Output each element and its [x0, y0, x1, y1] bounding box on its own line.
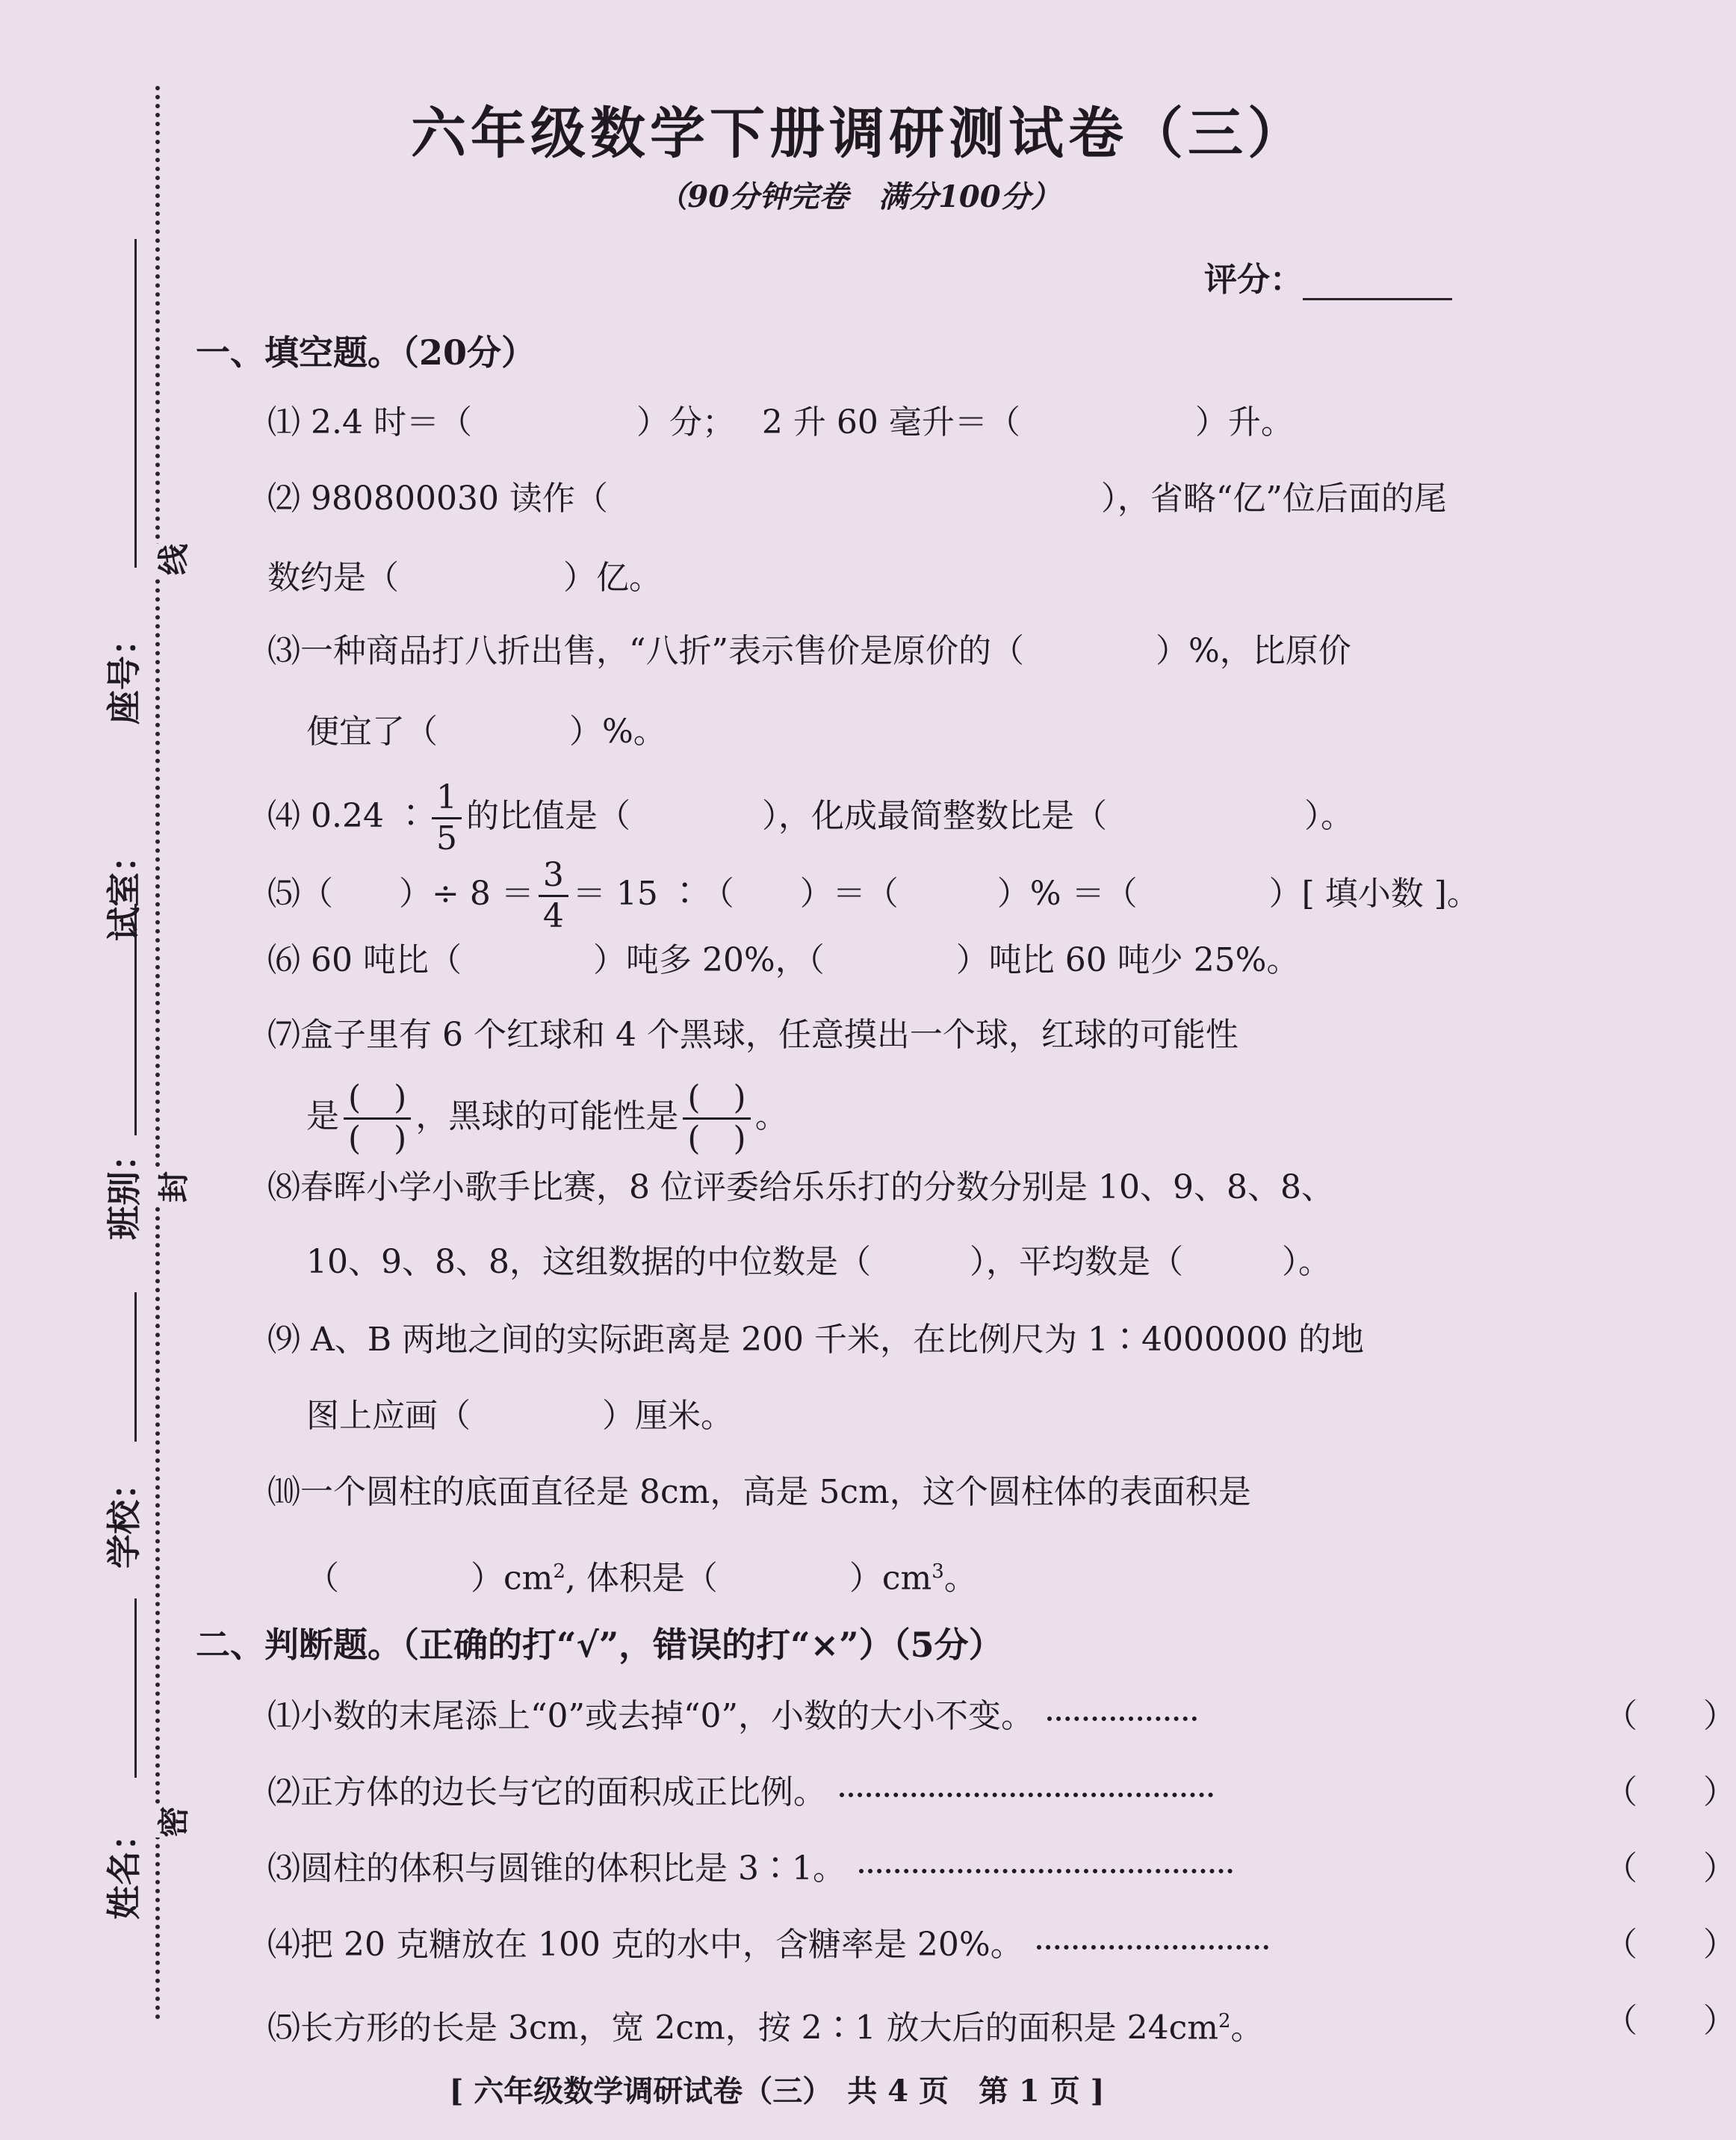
page-footer: [ 六年级数学调研试卷（三） 共 4 页 第 1 页 ] — [449, 2074, 1105, 2109]
fill-question-9-line2: 图上应画（ ）厘米。 — [306, 1397, 734, 1435]
judge-question-2 — [267, 1770, 1736, 1815]
judge-question-4 — [267, 1923, 1736, 1967]
fill-question-8-line1: ⑻春晖小学小歌手比赛，8 位评委给乐乐打的分数分别是 10、9、8、8、 — [267, 1168, 1334, 1206]
q7-red-denominator: ( ) — [348, 1120, 407, 1158]
judge-q5-answer[interactable]: （ ） — [1605, 2002, 1736, 2040]
judge-question-3 — [267, 1846, 1736, 1891]
fill-question-7-line2 — [306, 1079, 1516, 1158]
q7-black-probability-blank[interactable] — [683, 1079, 750, 1158]
q4-fraction — [432, 778, 462, 857]
judge-q5-suffix: 。 — [1230, 2009, 1264, 2047]
leader-dots — [1037, 1945, 1268, 1950]
fill-question-6: ⑹ 60 吨比（ ）吨多 20%，（ ）吨比 60 吨少 25%。 — [267, 941, 1300, 979]
score-label: 评分： — [1204, 261, 1303, 299]
class-rule[interactable] — [134, 941, 137, 1135]
q10-sup-2: 2 — [553, 1560, 565, 1583]
fill-question-2-line2: 数约是（ ）亿。 — [267, 559, 662, 597]
q7-red-numerator: ( ) — [344, 1082, 411, 1120]
fill-question-4 — [267, 778, 1478, 857]
exam-subtitle: （90分钟完卷 满分100分） — [657, 179, 1061, 214]
seat-rule[interactable] — [134, 239, 137, 568]
judge-q5-sup: 2 — [1218, 2010, 1231, 2032]
judge-q5-text: ⑸长方形的长是 3cm，宽 2cm，按 2∶1 放大后的面积是 24cm — [267, 2009, 1218, 2047]
leader-dots — [1047, 1716, 1197, 1721]
judge-q4-answer[interactable]: （ ） — [1605, 1926, 1736, 1964]
judge-q2-answer[interactable]: （ ） — [1605, 1773, 1736, 1811]
q5-prefix: ⑸（ ）÷ 8 ＝ — [267, 875, 534, 913]
q7-middle: ，黑球的可能性是 — [415, 1097, 679, 1135]
section1-heading: 一、填空题。（20分） — [196, 332, 536, 373]
q5-fraction — [539, 856, 568, 935]
fill-question-7-line1: ⑺盒子里有 6 个红球和 4 个黑球，任意摸出一个球，红球的可能性 — [267, 1016, 1239, 1054]
q7-suffix: 。 — [754, 1097, 788, 1135]
q4-denominator: 5 — [435, 819, 457, 857]
score-blank[interactable] — [1303, 265, 1452, 300]
binding-mark-mi: 密 — [146, 1806, 197, 1837]
leader-dots — [859, 1869, 1233, 1873]
fill-question-3-line2: 便宜了（ ）%。 — [306, 713, 666, 751]
judge-question-1 — [267, 1694, 1736, 1739]
judge-q2-text: ⑵正方体的边长与它的面积成正比例。 — [267, 1773, 826, 1811]
judge-question-5 — [267, 1999, 1736, 2051]
q4-suffix: 的比值是（ ），化成最简整数比是（ ）。 — [465, 797, 1354, 835]
judge-q3-answer[interactable]: （ ） — [1605, 1849, 1736, 1888]
q7-red-probability-blank[interactable] — [344, 1079, 411, 1158]
fill-question-10-line2 — [306, 1549, 1516, 1601]
q7-black-denominator: ( ) — [687, 1120, 746, 1158]
judge-q3-text: ⑶圆柱的体积与圆锥的体积比是 3∶1。 — [267, 1849, 846, 1888]
q10-sup-3: 3 — [931, 1560, 944, 1583]
binding-mark-xian: 线 — [146, 544, 197, 575]
q4-numerator: 1 — [432, 781, 462, 819]
q5-suffix: ＝ 15 ∶（ ）＝（ ）% ＝（ ）[ 填小数 ]。 — [572, 875, 1480, 913]
fill-question-5 — [267, 856, 1480, 935]
judge-q4-text: ⑷把 20 克糖放在 100 克的水中，含糖率是 20%。 — [267, 1926, 1023, 1964]
fill-question-2-line1: ⑵ 980800030 读作（ ），省略“亿”位后面的尾 — [267, 480, 1447, 518]
school-rule[interactable] — [134, 1292, 137, 1442]
seat-label: 座号： — [104, 621, 144, 725]
room-label: 试室： — [104, 838, 144, 941]
fill-question-1: ⑴ 2.4 时＝（ ）分； 2 升 60 毫升＝（ ）升。 — [267, 403, 1294, 441]
leader-dots — [840, 1793, 1213, 1797]
q7-black-numerator: ( ) — [683, 1082, 750, 1120]
judge-q1-answer[interactable]: （ ） — [1605, 1697, 1736, 1735]
q5-numerator: 3 — [539, 859, 568, 897]
section2-heading: 二、判断题。（正确的打“√”，错误的打“×”）（5分） — [196, 1625, 1003, 1665]
q7-prefix: 是 — [306, 1097, 339, 1135]
school-label: 学校： — [104, 1466, 144, 1569]
q4-prefix: ⑷ 0.24 ∶ — [267, 797, 427, 835]
fill-question-10-line1: ⑽一个圆柱的底面直径是 8cm，高是 5cm，这个圆柱体的表面积是 — [267, 1473, 1251, 1511]
judge-q1-text: ⑴小数的末尾添上“0”或去掉“0”，小数的大小不变。 — [267, 1697, 1034, 1735]
binding-dotted-line — [155, 86, 160, 2020]
binding-mark-feng: 封 — [146, 1171, 197, 1203]
score-field — [1204, 252, 1452, 300]
q10-area-blank: （ ）cm — [306, 1559, 554, 1598]
fill-question-8-line2: 10、9、8、8，这组数据的中位数是（ ），平均数是（ ）。 — [306, 1243, 1331, 1281]
fill-question-9-line1: ⑼ A、B 两地之间的实际距离是 200 千米，在比例尺为 1∶4000000 的地 — [267, 1321, 1364, 1359]
fill-question-3-line1: ⑶一种商品打八折出售，“八折”表示售价是原价的（ ）%，比原价 — [267, 632, 1351, 670]
class-label: 班别： — [104, 1137, 144, 1240]
q10-volume-blank: , 体积是（ ）cm — [565, 1559, 932, 1598]
q5-denominator: 4 — [542, 897, 564, 935]
name-label: 姓名： — [104, 1817, 144, 1920]
q10-suffix: 。 — [943, 1559, 977, 1598]
name-rule[interactable] — [134, 1598, 137, 1778]
exam-title: 六年级数学下册调研测试卷（三） — [411, 102, 1307, 166]
